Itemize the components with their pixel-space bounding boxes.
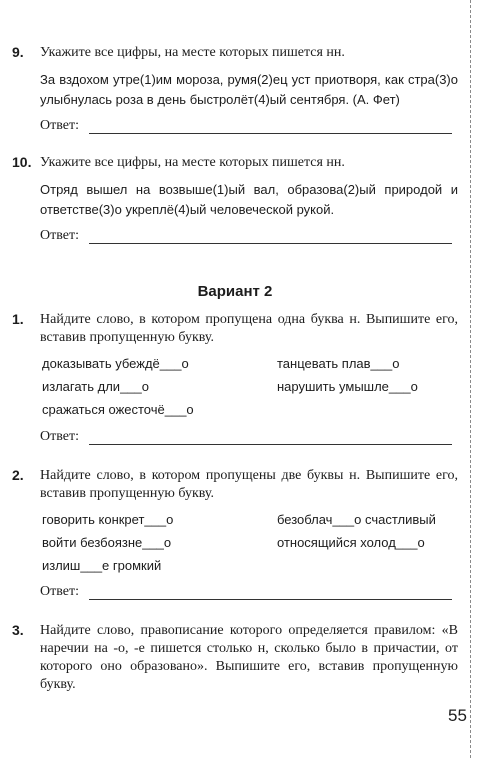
page-number: 55 xyxy=(448,706,467,725)
task-question: Укажите все цифры, на месте которых пишется нн. xyxy=(40,45,345,60)
answer-line[interactable] xyxy=(89,231,452,244)
word-option: безоблач___о счастливый xyxy=(277,512,436,527)
answer-field[interactable] xyxy=(40,228,452,244)
task-number: 3. xyxy=(12,622,24,638)
answer-line[interactable] xyxy=(89,587,452,600)
task-question: Укажите все цифры, на месте которых пишется нн. xyxy=(40,155,345,170)
task-text: За вздохом утре(1)им мороза, румя(2)ец уст приотворя, как стра(3)о улыбнулась роза в день быстролёт(4)ый сентября. (А. Фет) xyxy=(40,72,458,107)
answer-field[interactable] xyxy=(40,429,452,445)
task-number: 1. xyxy=(12,311,24,327)
answer-field[interactable] xyxy=(40,584,452,600)
task-2 xyxy=(12,467,458,503)
cut-line xyxy=(470,0,471,758)
answer-line[interactable] xyxy=(89,432,452,445)
word-option: относящийся холод___о xyxy=(277,535,425,550)
task-9 xyxy=(12,44,458,110)
task-3 xyxy=(12,622,458,694)
word-option: излагать дли___о xyxy=(42,379,149,394)
answer-label: Ответ: xyxy=(40,118,79,133)
task-question: Найдите слово, правописание которого определяется правилом: «В наречии на -о, -е пишется столько н, сколько было в причастии, от которого оно образовано». Выпишите его, вставив пропущенную букву. xyxy=(40,623,458,692)
word-option: излиш___е громкий xyxy=(42,558,162,573)
task-question: Найдите слово, в котором пропущена одна буква н. Выпишите его, вставив пропущенную букву. xyxy=(40,312,458,345)
task-question: Найдите слово, в котором пропущены две буквы н. Выпишите его, вставив пропущенную букву. xyxy=(40,468,458,501)
word-option: нарушить умышле___о xyxy=(277,379,418,394)
task-number: 10. xyxy=(12,154,32,170)
task-1 xyxy=(12,311,458,347)
task-number: 2. xyxy=(12,467,24,483)
answer-label: Ответ: xyxy=(40,584,79,599)
answer-field[interactable] xyxy=(40,118,452,134)
task-10 xyxy=(12,154,458,220)
word-option: танцевать плав___о xyxy=(277,356,400,371)
word-option: говорить конкрет___о xyxy=(42,512,174,527)
word-option: сражаться ожесточё___о xyxy=(42,402,194,417)
task-text: Отряд вышел на возвыше(1)ый вал, образова(2)ый природой и ответстве(3)о укреплё(4)ый человеческой рукой. xyxy=(40,182,458,217)
answer-label: Ответ: xyxy=(40,228,79,243)
answer-label: Ответ: xyxy=(40,429,79,444)
task-number: 9. xyxy=(12,44,24,60)
word-option: войти безбоязне___о xyxy=(42,535,172,550)
answer-line[interactable] xyxy=(89,121,452,134)
word-option: доказывать убеждё___о xyxy=(42,356,189,371)
variant-title: Вариант 2 xyxy=(197,283,273,300)
